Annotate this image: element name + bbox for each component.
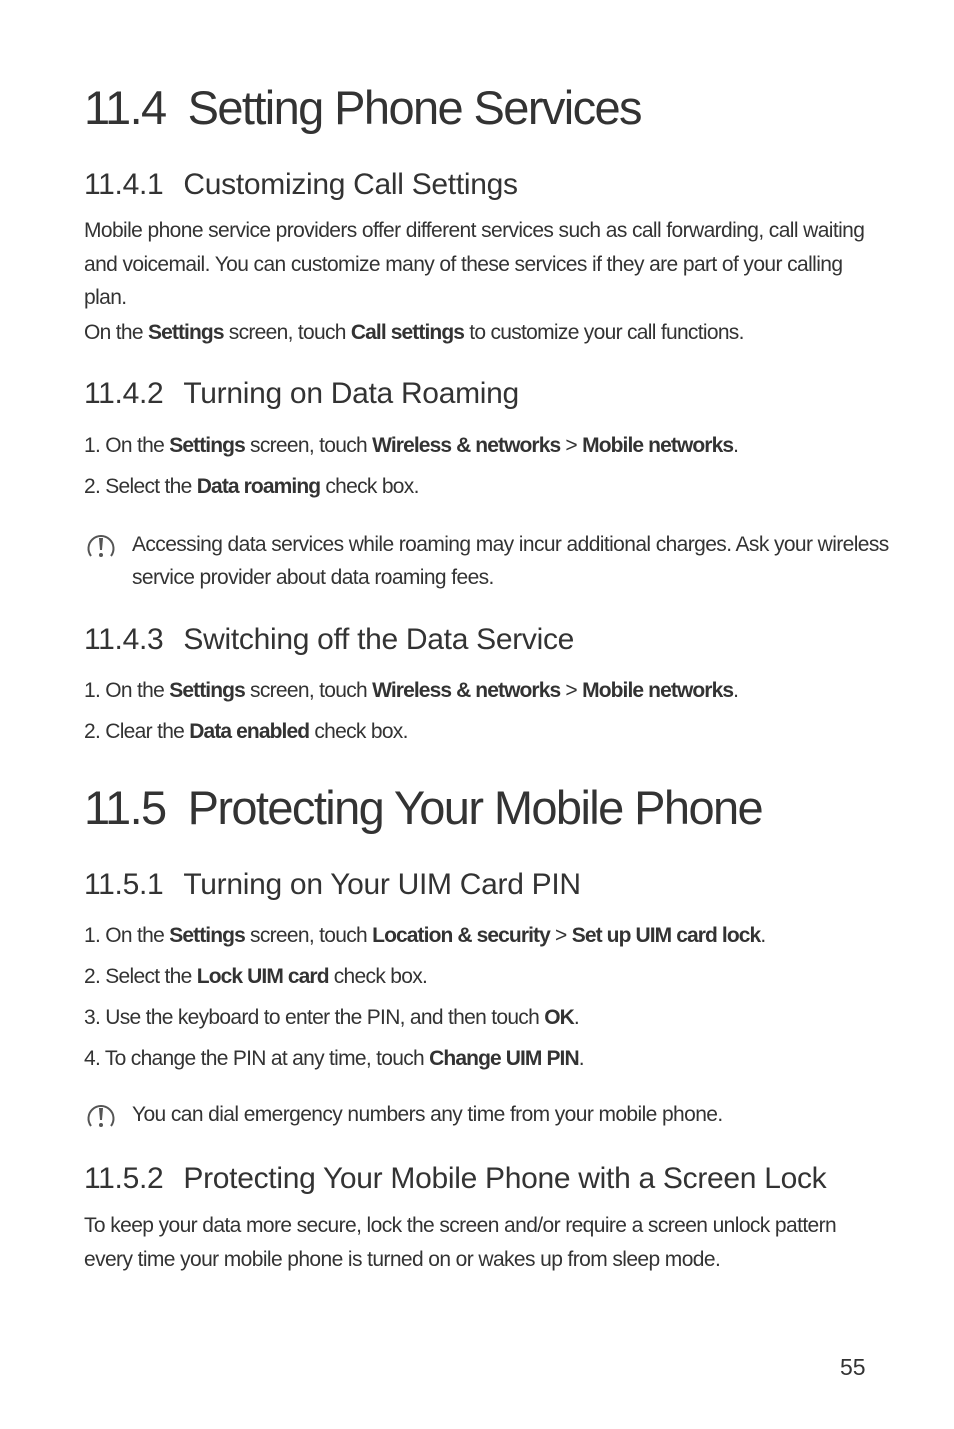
step-1: 1. On the Settings screen, touch Location & security > Set up UIM card lock. xyxy=(84,924,766,947)
subsection-title: Switching off the Data Service xyxy=(183,623,575,656)
subsection-title: Turning on Your UIM Card PIN xyxy=(183,868,581,901)
section-heading-11-4 xyxy=(84,81,641,134)
step-2: 2. Select the Lock UIM card check box. xyxy=(84,965,428,988)
note-text: Accessing data services while roaming may incur additional charges. Ask your wireless service provider about data roaming fees. xyxy=(132,533,889,589)
subsection-heading-11-4-2 xyxy=(84,379,519,409)
subsection-heading-11-5-2 xyxy=(84,1164,826,1194)
subsection-number: 11.5.2 xyxy=(84,1162,164,1195)
subsection-number: 11.4.2 xyxy=(84,377,164,410)
exclamation-circle-icon xyxy=(84,1100,118,1134)
subsection-title: Customizing Call Settings xyxy=(183,168,518,201)
section-heading-11-5 xyxy=(84,781,763,834)
subsection-number: 11.5.1 xyxy=(84,868,164,901)
step-4: 4. To change the PIN at any time, touch Change UIM PIN. xyxy=(84,1047,584,1070)
subsection-title: Protecting Your Mobile Phone with a Screen Lock xyxy=(183,1162,827,1195)
step-1: 1. On the Settings screen, touch Wireless & networks > Mobile networks. xyxy=(84,434,739,457)
page-number: 55 xyxy=(840,1354,866,1380)
step-3: 3. Use the keyboard to enter the PIN, and then touch OK. xyxy=(84,1006,580,1029)
paragraph-screen-lock: To keep your data more secure, lock the screen and/or require a screen unlock pattern every time your mobile phone is turned on or wakes up from sleep mode. xyxy=(84,1214,837,1271)
step-1: 1. On the Settings screen, touch Wireless & networks > Mobile networks. xyxy=(84,679,739,702)
paragraph-call-settings: On the Settings screen, touch Call settings to customize your call functions. xyxy=(84,321,744,344)
section-number: 11.4 xyxy=(84,81,166,134)
note-text: You can dial emergency numbers any time from your mobile phone. xyxy=(132,1103,723,1126)
section-title: Protecting Your Mobile Phone xyxy=(187,781,763,834)
step-2: 2. Clear the Data enabled check box. xyxy=(84,720,408,743)
subsection-number: 11.4.1 xyxy=(84,168,164,201)
section-number: 11.5 xyxy=(84,781,166,834)
subsection-heading-11-4-1 xyxy=(84,170,518,200)
subsection-number: 11.4.3 xyxy=(84,623,164,656)
subsection-heading-11-4-3 xyxy=(84,625,574,655)
section-title: Setting Phone Services xyxy=(187,81,641,134)
step-2: 2. Select the Data roaming check box. xyxy=(84,475,419,498)
subsection-title: Turning on Data Roaming xyxy=(183,377,519,410)
exclamation-circle-icon xyxy=(84,530,118,564)
subsection-heading-11-5-1 xyxy=(84,870,581,900)
paragraph-call-services: Mobile phone service providers offer different services such as call forwarding, call waiting and voicemail. You can customize many of these services if they are part of your calling plan. xyxy=(84,219,865,310)
